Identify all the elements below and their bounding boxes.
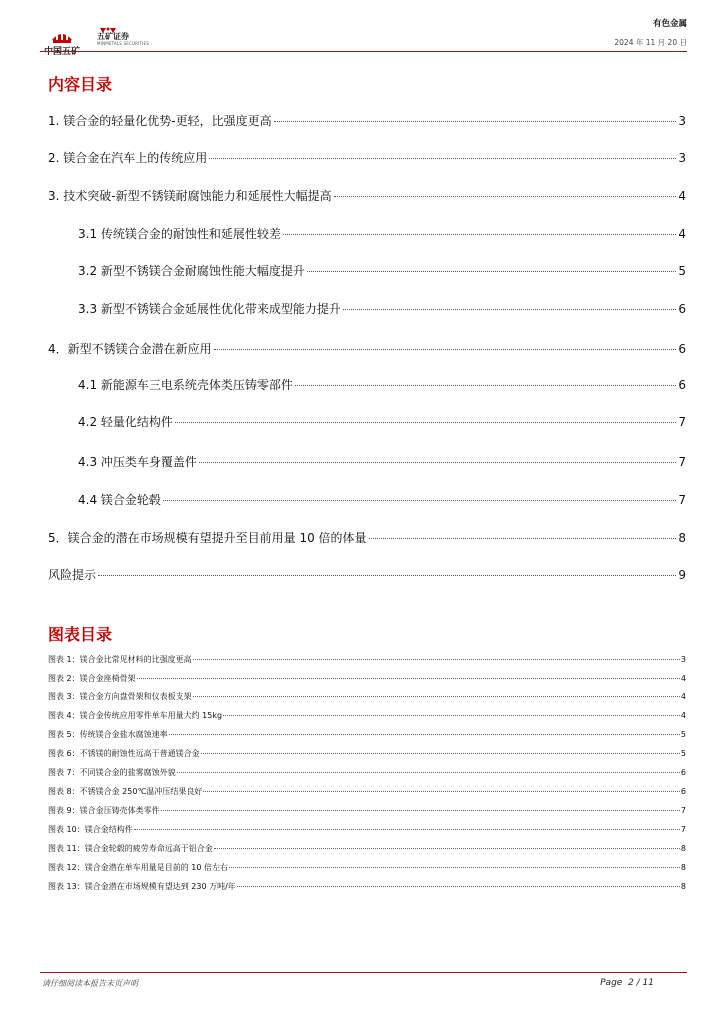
footer-page-number: 2 / 11 [628, 978, 654, 988]
figure-item-5[interactable]: 图表 5：传统镁合金盐水腐蚀速率 5 [48, 730, 686, 739]
leader-dots [229, 867, 680, 868]
leader-dots [369, 538, 677, 539]
toc-title: 内容目录 [48, 75, 113, 94]
toc-item-5[interactable]: 5．镁合金的潜在市场规模有望提升至目前用量 10 倍的体量 8 [48, 531, 686, 545]
leader-dots [201, 753, 680, 754]
leader-dots [98, 575, 676, 576]
leader-dots [223, 715, 680, 716]
figure-item-1[interactable]: 图表 1：镁合金比常见材料的比强度更高 3 [48, 655, 686, 664]
leader-dots [161, 810, 680, 811]
footer-disclaimer-note: 请仔细阅读本报告末页声明 [42, 979, 138, 988]
figure-item-9[interactable]: 图表 9：镁合金压铸壳体类零件 7 [48, 806, 686, 815]
leader-dots [137, 678, 680, 679]
broker-name: 五矿证券 [97, 32, 129, 41]
report-date: 2024 年 11 月 20 日 [614, 38, 687, 47]
toc-item-3-3[interactable]: 3.3 新型不锈镁合金延展性优化带来成型能力提升 6 [78, 302, 686, 316]
leader-dots [295, 385, 676, 386]
figure-item-6[interactable]: 图表 6：不锈镁的耐蚀性远高于普通镁合金 5 [48, 749, 686, 758]
figure-item-10[interactable]: 图表 10：镁合金结构件 7 [48, 825, 686, 834]
leader-dots [169, 734, 680, 735]
figure-item-7[interactable]: 图表 7：不同镁合金的盐雾腐蚀外貌 6 [48, 768, 686, 777]
leader-dots [214, 848, 680, 849]
toc-item-risk[interactable]: 风险提示 9 [48, 568, 686, 582]
toc-item-4-2[interactable]: 4.2 轻量化结构件 7 [78, 415, 686, 429]
leader-dots [163, 500, 676, 501]
leader-dots [177, 772, 680, 773]
leader-dots [175, 422, 676, 423]
footer-page-label: Page 2 / 11 [600, 978, 654, 988]
leader-dots [214, 349, 677, 350]
leader-dots [307, 271, 676, 272]
leader-dots [193, 659, 680, 660]
figure-item-3[interactable]: 图表 3：镁合金方向盘骨架和仪表板支架 4 [48, 692, 686, 701]
industry-label: 有色金属 [652, 19, 687, 29]
leader-dots [134, 829, 680, 830]
figure-item-12[interactable]: 图表 12：镁合金潜在单车用量是目前的 10 倍左右 8 [48, 863, 686, 872]
toc-item-1[interactable]: 1. 镁合金的轻量化优势-更轻，比强度更高 3 [48, 114, 686, 128]
toc-item-4-3[interactable]: 4.3 冲压类车身覆盖件 7 [78, 455, 686, 469]
toc-item-4-1[interactable]: 4.1 新能源车三电系统壳体类压铸零部件 6 [78, 378, 686, 392]
figure-item-11[interactable]: 图表 11：镁合金轮毂的疲劳寿命远高于铝合金 8 [48, 844, 686, 853]
leader-dots [283, 234, 676, 235]
leader-dots [209, 158, 676, 159]
leader-dots [199, 462, 676, 463]
toc-item-3-1[interactable]: 3.1 传统镁合金的耐蚀性和延展性较差 4 [78, 227, 686, 241]
leader-dots [343, 309, 676, 310]
toc-item-3-2[interactable]: 3.2 新型不锈镁合金耐腐蚀性能大幅度提升 5 [78, 264, 686, 278]
figure-item-8[interactable]: 图表 8：不锈镁合金 250℃温冲压结果良好 6 [48, 787, 686, 796]
figures-title: 图表目录 [48, 625, 113, 644]
leader-dots [193, 696, 680, 697]
leader-dots [203, 791, 679, 792]
toc-item-4-4[interactable]: 4.4 镁合金轮毂 7 [78, 493, 686, 507]
logo-cn-text: 中国五矿 [44, 47, 81, 57]
figure-item-13[interactable]: 图表 13：镁合金潜在市场规模有望达到 230 万吨/年 8 [48, 882, 686, 891]
header-rule [40, 51, 687, 52]
figure-item-2[interactable]: 图表 2：镁合金座椅骨架 4 [48, 674, 686, 683]
broker-en-name: MINMETALS SECURITIES [97, 41, 149, 46]
leader-dots [334, 196, 677, 197]
figure-item-4[interactable]: 图表 4：镁合金传统应用零件单车用量大约 15kg 4 [48, 711, 686, 720]
footer-rule [40, 972, 687, 973]
leader-dots [237, 886, 680, 887]
toc-item-2[interactable]: 2. 镁合金在汽车上的传统应用 3 [48, 151, 686, 165]
toc-item-3[interactable]: 3. 技术突破-新型不锈镁耐腐蚀能力和延展性大幅提高 4 [48, 189, 686, 203]
leader-dots [274, 121, 677, 122]
toc-item-4[interactable]: 4．新型不锈镁合金潜在新应用 6 [48, 342, 686, 356]
